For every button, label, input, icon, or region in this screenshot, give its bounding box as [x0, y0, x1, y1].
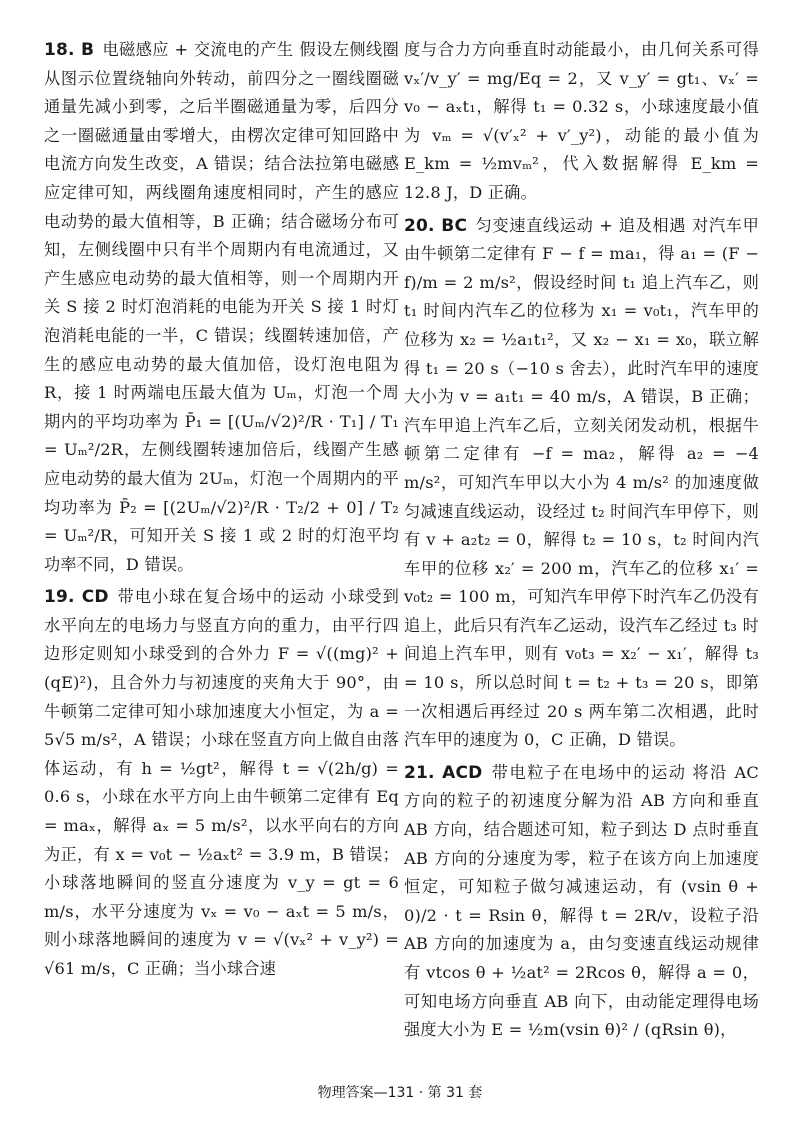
right-column — [404, 36, 759, 1045]
answer-20-number: 20. BC — [404, 215, 468, 236]
page-footer: 物理答案—131 · 第 31 套 — [317, 1085, 483, 1101]
answer-19-number: 19. CD — [44, 587, 109, 608]
answer-18-body: 假设左侧线圈从图示位置绕轴向外转动，前四分之一圈线圈磁通量先减小到零，之后半圈磁通量为零，后四分之一圈磁通量由零增大，由楞次定律可知回路中电流方向发生改变，A 错误；结合法拉第电磁感应定律可知，两线圈角速度相同时，产生的感应电动势的最大值相等，B 正确；结合磁场分布可知，左侧线圈中只有半个周期内有电流通过，又产生感应电动势的最大值相等，则一个周期内开关 S 接 2 时灯泡消耗的电能为开关 S 接 1 时灯泡消耗电能的一半，C 错误；线圈转速加倍，产生的感应电动势的最大值加倍，设灯泡电阻为 R，接 1 时两端电压最大值为 Uₘ，灯泡一个周期内的平均功率为 P̄₁ = [(Uₘ/√2)²/R · T₁] / T₁ = Uₘ²/2R，左侧线圈转速加倍后，线圈产生感应电动势的最大值为 2Uₘ，灯泡一个周期内的平均功率为 P̄₂ = [(2Uₘ/√2)²/R · T₂/2 + 0] / T₂ = Uₘ²/R，可知开关 S 接 1 或 2 时的灯泡平均功率不同，D 错误。 — [44, 40, 399, 574]
answer-19 — [44, 583, 399, 983]
answer-18-number: 18. B — [44, 40, 95, 60]
answer-21-number: 21. ACD — [404, 762, 483, 783]
answer-19-body: 小球受到水平向左的电场力与竖直方向的重力，由平行四边形定则知小球受到的合外力 F = √((mg)² + (qE)²)，且合外力与初速度的夹角大于 90°，由牛顿第二定律可知小球加速度大小恒定，为 a = 5√5 m/s²，A 错误；小球在竖直方向上做自由落体运动，有 h = ½gt²，解得 t = √(2h/g) = 0.6 s，小球在水平方向上由牛顿第二定律有 Eq = maₓ，解得 aₓ = 5 m/s²，以水平向右的方向为正，有 x = v₀t − ½aₓt² = 3.9 m，B 错误；小球落地瞬间的竖直分速度为 v_y = gt = 6 m/s，水平分速度为 vₓ = v₀ − aₓt = 5 m/s，则小球落地瞬间的速度为 v = √(vₓ² + v_y²) = √61 m/s，C 正确；当小球合速 — [44, 587, 399, 978]
left-column — [44, 36, 399, 984]
answer-19-topic: 带电小球在复合场中的运动 — [116, 587, 325, 607]
answer-21-topic: 带电粒子在电场中的运动 — [490, 762, 687, 782]
answer-20-body: 对汽车甲由牛顿第二定律有 F − f = ma₁，得 a₁ = (F − f)/m = 2 m/s²，假设经时间 t₁ 追上汽车乙，则 t₁ 时间内汽车乙的位移为 x₁ = v₀t₁，汽车甲的位移为 x₂ = ½a₁t₁²，又 x₂ − x₁ = x₀，联立解得 t₁ = 20 s（−10 s 舍去），此时汽车甲的速度大小为 v = a₁t₁ = 40 m/s，A 错误，B 正确；汽车甲追上汽车乙后，立刻关闭发动机，根据牛顿第二定律有 −f = ma₂，解得 a₂ = −4 m/s²，可知汽车甲以大小为 4 m/s² 的加速度做匀减速直线运动，设经过 t₂ 时间汽车甲停下，则有 v + a₂t₂ = 0，解得 t₂ = 10 s，t₂ 时间内汽车甲的位移 x₂′ = 200 m，汽车乙的位移 x₁′ = v₀t₂ = 100 m，可知汽车甲停下时汽车乙仍没有追上，此后只有汽车乙运动，设汽车乙经过 t₃ 时间追上汽车甲，则有 v₀t₃ = x₂′ − x₁′，解得 t₃ = 10 s，所以总时间 t = t₂ + t₃ = 20 s，即第一次相遇后再经过 20 s 两车第二次相遇，此时汽车甲的速度为 0，C 正确，D 错误。 — [404, 215, 760, 750]
answer-18-topic: 电磁感应 + 交流电的产生 — [102, 40, 294, 59]
answer-20 — [404, 212, 759, 755]
answer-21 — [404, 759, 759, 1045]
answer-19-continued: 度与合力方向垂直时动能最小，由几何关系可得 vₓ′/v_y′ = mg/Eq = 2，又 v_y′ = gt₁、vₓ′ = v₀ − aₓt₁，解得 t₁ = 0.32 s，小球速度最小值为 vₘ = √(v′ₓ² + v′_y²)，动能的最小值为 E_km = ½mvₘ²，代入数据解得 E_km = 12.8 J，D 正确。 — [404, 40, 759, 202]
answer-18 — [44, 36, 399, 579]
answer-20-topic: 匀变速直线运动 + 追及相遇 — [475, 215, 687, 235]
answer-21-body: 将沿 AC 方向的粒子的初速度分解为沿 AB 方向和垂直 AB 方向，结合题述可知，粒子到达 D 点时垂直 AB 方向的分速度为零，粒子在该方向上加速度恒定，可知粒子做匀减速运动，有 (vsin θ + 0)/2 · t = Rsin θ，解得 t = 2R/v，设粒子沿 AB 方向的加速度为 a，由匀变速直线运动规律有 vtcos θ + ½at² = 2Rcos θ，解得 a = 0，可知电场方向垂直 AB 向下，由动能定理得电场强度大小为 E = ½m(vsin θ)² / (qRsin θ)， — [404, 762, 759, 1040]
